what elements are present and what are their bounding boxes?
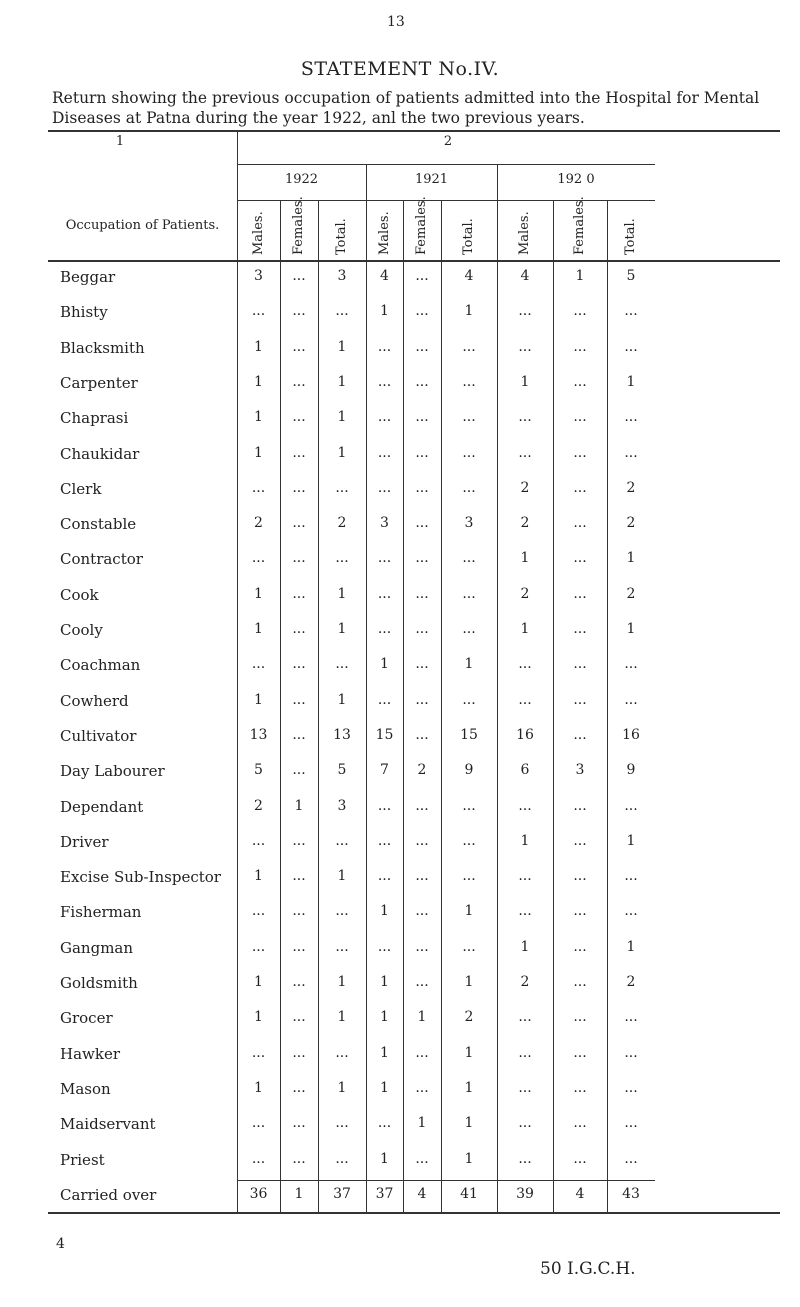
table-cell: ... (573, 1150, 587, 1167)
table-cell: ... (292, 479, 306, 496)
total-cell: 41 (460, 1185, 478, 1202)
table-cell: 2 (626, 479, 636, 496)
table-cell: ... (377, 550, 392, 567)
table-cell: ... (251, 303, 266, 320)
table-cell: ... (624, 1150, 638, 1167)
table-cell: ... (292, 268, 306, 284)
table-cell: ... (292, 1009, 306, 1026)
table-cell: ... (518, 656, 532, 673)
occupation-name: Clerk (60, 479, 102, 498)
table-cell: ... (518, 409, 532, 426)
occupation-name: Excise Sub-Inspector (60, 868, 221, 887)
table-cell: 4 (464, 268, 474, 284)
table-cell: 1 (254, 974, 263, 990)
table-cell: ... (292, 832, 306, 849)
table-cell: ... (518, 444, 532, 461)
table-cell: 2 (337, 515, 347, 532)
table-cell: 1 (520, 832, 530, 849)
table-cell: ... (335, 938, 349, 955)
table-cell: ... (415, 444, 429, 461)
table-cell: ... (335, 903, 349, 920)
table-cell: 9 (464, 762, 474, 779)
table-cell: ... (462, 938, 476, 955)
table-cell: 1 (337, 868, 347, 885)
total-cell: 4 (417, 1185, 427, 1202)
table-cell: ... (518, 797, 532, 814)
table-cell: ... (377, 373, 392, 390)
table-cell: ... (573, 832, 587, 849)
table-cell: ... (251, 903, 266, 920)
table-cell: 1 (337, 1079, 347, 1096)
occupation-name: Gangman (60, 938, 134, 957)
table-cell: ... (462, 409, 476, 426)
table-cell: 1 (380, 1150, 389, 1167)
table-cell: ... (415, 550, 429, 567)
table-cell: 4 (380, 268, 389, 284)
occupation-name: Fisherman (60, 903, 142, 922)
table-cell: 3 (337, 797, 347, 814)
table-cell: ... (573, 585, 587, 602)
table-cell: 1 (626, 832, 636, 849)
table-cell: ... (292, 974, 306, 990)
occupation-name: Cook (60, 585, 99, 604)
table-cell: ... (573, 303, 587, 320)
table-cell: 1 (464, 1079, 474, 1096)
table-cell: 1 (254, 691, 263, 708)
occupation-name: Chaukidar (60, 444, 140, 463)
table-cell: ... (624, 691, 638, 708)
table-cell: 1 (626, 938, 636, 955)
table-cell: ... (292, 373, 306, 390)
occupation-name: Bhisty (60, 303, 108, 322)
table-cell: 1 (464, 974, 474, 990)
table-cell: ... (377, 621, 392, 637)
table-cell: ... (377, 409, 392, 426)
table-cell: 1 (254, 868, 263, 885)
table-cell: ... (573, 938, 587, 955)
table-cell: ... (573, 444, 587, 461)
table-cell: ... (251, 1044, 266, 1061)
table-cell: 1 (337, 621, 347, 637)
table-cell: ... (573, 1044, 587, 1061)
table-cell: ... (377, 868, 392, 885)
table-cell: ... (292, 1044, 306, 1061)
total-cell: 43 (622, 1185, 640, 1202)
table-cell: ... (251, 938, 266, 955)
table-cell: ... (251, 832, 266, 849)
table-cell: 1 (337, 691, 347, 708)
table-cell: ... (624, 656, 638, 673)
table-cell: ... (518, 303, 532, 320)
table-cell: ... (518, 903, 532, 920)
column-line (497, 164, 498, 1212)
table-cell: ... (415, 691, 429, 708)
rule-line (48, 1212, 780, 1214)
table-cell: 9 (626, 762, 636, 779)
header-sub-label: Total. (334, 218, 349, 255)
occupation-name: Chaprasi (60, 409, 129, 428)
table-cell: ... (292, 726, 306, 743)
table-cell: ... (573, 1115, 587, 1132)
column-line (607, 200, 608, 1212)
rule-line (48, 130, 780, 132)
table-cell: ... (251, 656, 266, 673)
table-cell: 1 (254, 338, 263, 355)
table-cell: 1 (626, 550, 636, 567)
table-cell: 1 (254, 444, 263, 461)
table-cell: ... (415, 1150, 429, 1167)
header-sub-label: Males. (250, 211, 266, 255)
table-cell: ... (462, 585, 476, 602)
table-cell: ... (624, 1044, 638, 1061)
occupation-name: Cowherd (60, 691, 129, 710)
table-cell: ... (377, 338, 392, 355)
table-cell: ... (518, 1150, 532, 1167)
total-cell: 39 (516, 1185, 534, 1202)
table-cell: ... (292, 303, 306, 320)
table-cell: 1 (380, 303, 389, 320)
table-cell: ... (573, 903, 587, 920)
header-sub-label: Total. (623, 218, 638, 255)
table-cell: ... (251, 550, 266, 567)
table-cell: ... (462, 444, 476, 461)
table-cell: 1 (464, 1115, 474, 1132)
table-cell: 1 (380, 1044, 389, 1061)
table-cell: ... (292, 515, 306, 532)
table-cell: ... (462, 550, 476, 567)
rule-line (237, 1180, 655, 1181)
table-cell: ... (462, 832, 476, 849)
table-cell: ... (573, 974, 587, 990)
table-cell: ... (292, 1115, 306, 1132)
table-cell: ... (335, 303, 349, 320)
occupation-name: Constable (60, 515, 137, 534)
table-cell: ... (335, 1150, 349, 1167)
header-sub-label: Females. (414, 196, 429, 255)
header-col-1: 1 (115, 134, 125, 149)
occupation-name: Coachman (60, 656, 141, 675)
table-cell: ... (415, 373, 429, 390)
table-cell: ... (518, 868, 532, 885)
table-cell: ... (415, 621, 429, 637)
table-cell: 1 (254, 409, 263, 426)
table-cell: 1 (575, 268, 585, 284)
occupation-name: Day Labourer (60, 762, 165, 781)
table-cell: ... (377, 479, 392, 496)
table-cell: 1 (520, 938, 530, 955)
table-cell: ... (292, 409, 306, 426)
table-cell: 1 (380, 974, 389, 990)
table-cell: ... (292, 868, 306, 885)
table-cell: ... (415, 338, 429, 355)
table-cell: 6 (520, 762, 530, 779)
table-cell: ... (292, 338, 306, 355)
table-cell: ... (251, 1115, 266, 1132)
table-cell: 1 (337, 409, 347, 426)
table-cell: 2 (626, 974, 636, 990)
table-cell: ... (415, 832, 429, 849)
total-cell: 36 (249, 1185, 268, 1202)
table-cell: ... (624, 338, 638, 355)
table-cell: 2 (520, 479, 530, 496)
rule-line (237, 164, 655, 165)
table-cell: ... (292, 656, 306, 673)
table-cell: ... (335, 656, 349, 673)
header-year: 1922 (284, 172, 319, 187)
table-cell: 2 (254, 797, 263, 814)
occupation-name: Maidservant (60, 1115, 156, 1134)
header-sub-label: Females. (572, 196, 587, 255)
table-cell: ... (415, 974, 429, 990)
table-cell: 13 (333, 726, 351, 743)
occupation-name: Cultivator (60, 726, 137, 745)
table-cell: 1 (254, 373, 263, 390)
table-cell: 15 (460, 726, 478, 743)
table-cell: 4 (520, 268, 530, 284)
table-cell: ... (624, 797, 638, 814)
table-cell: ... (377, 797, 392, 814)
table-cell: ... (335, 832, 349, 849)
table-cell: 3 (337, 268, 347, 284)
table-cell: 1 (337, 338, 347, 355)
table-cell: ... (415, 268, 429, 284)
table-cell: ... (573, 1079, 587, 1096)
table-cell: 1 (626, 621, 636, 637)
occupation-name: Priest (60, 1150, 105, 1169)
table-cell: ... (377, 832, 392, 849)
table-cell: ... (462, 338, 476, 355)
rule-line (48, 260, 780, 262)
table-cell: 2 (520, 585, 530, 602)
table-cell: ... (377, 444, 392, 461)
occupation-name: Dependant (60, 797, 144, 816)
table-cell: ... (292, 1150, 306, 1167)
table-cell: ... (292, 938, 306, 955)
table-cell: 15 (375, 726, 394, 743)
table-cell: ... (415, 515, 429, 532)
table-cell: ... (292, 550, 306, 567)
table-cell: 1 (464, 1150, 474, 1167)
table-cell: 5 (254, 762, 263, 779)
footer-left: 4 (56, 1236, 65, 1252)
table-cell: ... (573, 691, 587, 708)
table-cell: 1 (417, 1115, 427, 1132)
table-cell: ... (573, 621, 587, 637)
table-cell: ... (462, 621, 476, 637)
table-cell: 1 (380, 1009, 389, 1026)
table-cell: 7 (380, 762, 389, 779)
table-cell: ... (335, 550, 349, 567)
table-cell: ... (292, 621, 306, 637)
table-cell: ... (415, 479, 429, 496)
table-cell: ... (462, 691, 476, 708)
total-cell: 37 (333, 1185, 351, 1202)
table-cell: ... (415, 726, 429, 743)
table-cell: 1 (464, 656, 474, 673)
table-cell: 1 (520, 373, 530, 390)
table-cell: 2 (254, 515, 263, 532)
occupation-name: Goldsmith (60, 974, 138, 992)
table-cell: 1 (254, 585, 263, 602)
table-cell: 1 (464, 303, 474, 320)
table-cell: 3 (380, 515, 389, 532)
total-cell: 1 (294, 1185, 304, 1202)
table-cell: ... (624, 903, 638, 920)
table-cell: 2 (520, 974, 530, 990)
table-cell: ... (624, 1115, 638, 1132)
table-cell: 2 (464, 1009, 474, 1026)
table-cell: ... (624, 1079, 638, 1096)
table-cell: ... (377, 585, 392, 602)
header-sub-label: Total. (461, 218, 476, 255)
table-cell: ... (415, 797, 429, 814)
page-number: 13 (387, 14, 405, 30)
table-cell: ... (573, 409, 587, 426)
total-cell: 37 (375, 1185, 394, 1202)
column-line (553, 200, 554, 1212)
table-cell: 2 (626, 515, 636, 532)
table-cell: ... (292, 762, 306, 779)
table-cell: 3 (254, 268, 263, 284)
table-cell: ... (415, 656, 429, 673)
table-cell: ... (292, 1079, 306, 1096)
table-cell: 1 (626, 373, 636, 390)
header-sub-label: Females. (291, 196, 306, 255)
header-sub-label: Males. (517, 211, 532, 255)
table-cell: ... (624, 444, 638, 461)
table-cell: 16 (516, 726, 534, 743)
table-cell: ... (415, 903, 429, 920)
total-row-label: Carried over (60, 1185, 157, 1204)
table-cell: ... (462, 868, 476, 885)
table-cell: ... (415, 868, 429, 885)
table-cell: ... (377, 691, 392, 708)
table-cell: ... (518, 1009, 532, 1026)
table-cell: ... (377, 938, 392, 955)
table-cell: 2 (626, 585, 636, 602)
occupation-name: Grocer (60, 1009, 113, 1028)
table-cell: ... (573, 373, 587, 390)
table-cell: ... (415, 938, 429, 955)
table-cell: ... (415, 585, 429, 602)
table-cell: ... (518, 1115, 532, 1132)
header-year: 1921 (414, 172, 449, 187)
table-cell: 13 (249, 726, 268, 743)
footer-right: 50 I.G.C.H. (540, 1259, 636, 1279)
occupation-name: Mason (60, 1079, 111, 1098)
table-cell: ... (573, 868, 587, 885)
table-cell: ... (462, 373, 476, 390)
table-cell: ... (335, 1115, 349, 1132)
table-cell: ... (292, 444, 306, 461)
total-cell: 4 (575, 1185, 585, 1202)
occupation-name: Contractor (60, 550, 143, 569)
header-col-2: 2 (443, 134, 453, 149)
table-cell: 1 (464, 1044, 474, 1061)
table-cell: 1 (520, 621, 530, 637)
statement-subtitle: Return showing the previous occupation of patients admitted into the Hospital for Mental Diseases at Patna during the year 1922, anl the two previous years. (52, 89, 760, 127)
table-cell: ... (462, 479, 476, 496)
table-cell: 1 (337, 444, 347, 461)
table-cell: ... (573, 656, 587, 673)
table-cell: ... (573, 479, 587, 496)
table-cell: ... (415, 1079, 429, 1096)
table-cell: ... (573, 1009, 587, 1026)
table-cell: 1 (254, 1079, 263, 1096)
table-cell: 1 (337, 585, 347, 602)
table-cell: 1 (380, 1079, 389, 1096)
table-cell: ... (377, 1115, 392, 1132)
table-cell: ... (624, 1009, 638, 1026)
table-cell: 1 (254, 621, 263, 637)
occupation-name: Carpenter (60, 373, 138, 392)
table-cell: ... (292, 585, 306, 602)
table-cell: 1 (337, 974, 347, 990)
table-cell: 1 (380, 903, 389, 920)
table-cell: ... (624, 303, 638, 320)
table-cell: ... (335, 1044, 349, 1061)
table-cell: ... (415, 409, 429, 426)
table-cell: 5 (626, 268, 636, 284)
statement-title: STATEMENT No.IV. (300, 58, 500, 80)
table-cell: ... (518, 338, 532, 355)
table-cell: ... (415, 1044, 429, 1061)
occupation-name: Hawker (60, 1044, 120, 1063)
occupation-name: Cooly (60, 621, 103, 639)
occupation-name: Beggar (60, 268, 116, 286)
table-cell: 5 (337, 762, 347, 779)
table-cell: 1 (417, 1009, 427, 1026)
table-cell: ... (251, 479, 266, 496)
header-occupation: Occupation of Patients. (65, 218, 220, 233)
table-cell: ... (292, 903, 306, 920)
table-cell: ... (573, 797, 587, 814)
table-cell: 2 (520, 515, 530, 532)
table-cell: 1 (464, 903, 474, 920)
table-cell: 1 (380, 656, 389, 673)
table-cell: 3 (464, 515, 474, 532)
table-cell: ... (518, 1044, 532, 1061)
table-cell: 3 (575, 762, 585, 779)
table-cell: ... (518, 691, 532, 708)
table-cell: 2 (417, 762, 427, 779)
table-cell: ... (251, 1150, 266, 1167)
table-cell: 1 (254, 1009, 263, 1026)
table-cell: 1 (337, 1009, 347, 1026)
table-cell: ... (415, 303, 429, 320)
table-cell: ... (462, 797, 476, 814)
table-cell: ... (624, 409, 638, 426)
table-cell: ... (573, 338, 587, 355)
table-cell: ... (335, 479, 349, 496)
occupation-name: Blacksmith (60, 338, 145, 357)
table-cell: 1 (520, 550, 530, 567)
table-cell: 1 (294, 797, 304, 814)
table-cell: 1 (337, 373, 347, 390)
table-cell: 16 (622, 726, 640, 743)
table-cell: ... (573, 550, 587, 567)
table-cell: ... (292, 691, 306, 708)
table-cell: ... (573, 726, 587, 743)
table-cell: ... (573, 515, 587, 532)
table-cell: ... (518, 1079, 532, 1096)
table-cell: ... (624, 868, 638, 885)
header-year: 192 0 (557, 172, 595, 187)
occupation-name: Driver (60, 832, 109, 851)
header-sub-label: Males. (376, 211, 392, 255)
